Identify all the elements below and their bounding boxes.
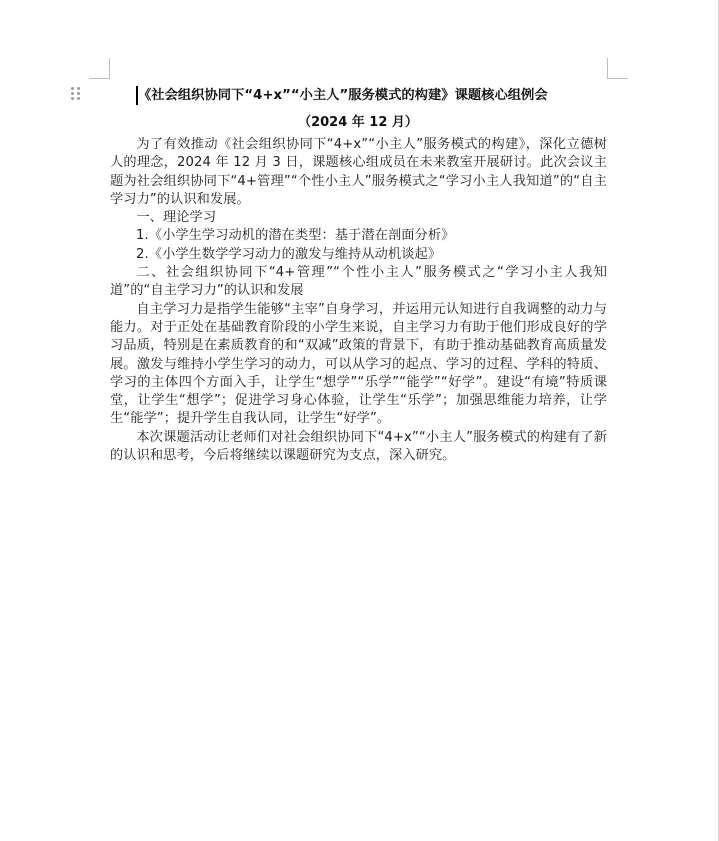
margin-corner-mark-top-right (607, 58, 628, 79)
document-body[interactable] (110, 136, 607, 465)
paragraph-conclusion[interactable]: 本次课题活动让老师们对社会组织协同下“4+x”“小主人”服务模式的构建有了新的认识和思考，今后将继续以课题研究为支点，深入研究。 (110, 429, 607, 464)
drag-handle-icon[interactable] (71, 87, 81, 101)
section-heading-theory[interactable]: 一、理论学习 (136, 210, 217, 226)
list-item[interactable]: 2.《小学生数学学习动力的激发与维持从动机谈起》 (136, 246, 442, 262)
document-title[interactable]: 《社会组织协同下“4+x”“小主人”服务模式的构建》课题核心组例会 (138, 88, 548, 103)
paragraph-intro[interactable]: 为了有效推动《社会组织协同下“4+x”“小主人”服务模式的构建》，深化立德树人的理念，2024 年 12 月 3 日，课题核心组成员在未来教室开展研讨。此次会议主题为社会组织协同下“4+管理”“个性小主人”服务模式之“学习小主人我知道”的“自主学习力”的认识和发展。 (110, 137, 607, 207)
section-heading-discussion[interactable]: 二、社会组织协同下“4+管理”“个性小主人”服务模式之“学习小主人我知道”的“自主学习力”的认识和发展 (110, 265, 607, 299)
document-date[interactable]: （2024 年 12 月） (298, 115, 418, 130)
paragraph-discussion[interactable]: 自主学习力是指学生能够“主宰”自身学习，并运用元认知进行自我调整的动力与能力。对于正处在基础教育阶段的小学生来说，自主学习力有助于他们形成良好的学习品质，特别是在素质教育的和“双减”政策的背景下，有助于推动基础教育高质量发展。激发与维持小学生学习的动力，可以从学习的起点、学习的过程、学科的特质、学习的主体四个方面入手，让学生“想学”“乐学”“能学”“好学”。建设“有境”特质课堂，让学生“想学”；促进学习身心体验，让学生“乐学”；加强思维能力培养，让学生“能学”；提升学生自我认同，让学生“好学”。 (110, 301, 607, 427)
list-item[interactable]: 1.《小学生学习动机的潜在类型：基于潜在剖面分析》 (136, 228, 455, 244)
margin-corner-mark-top-left (89, 58, 110, 79)
